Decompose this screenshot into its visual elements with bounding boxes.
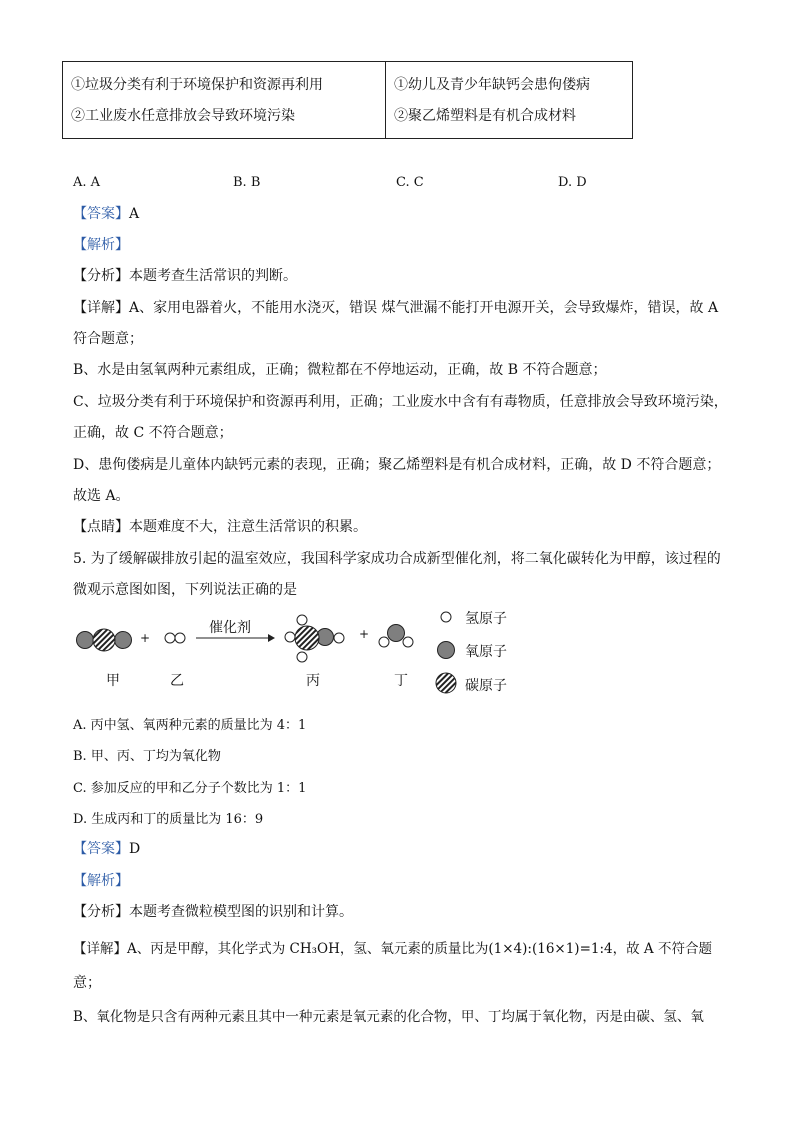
q5-analysis-line <box>73 870 129 890</box>
q4-line-select: 故选 A。 <box>73 488 130 504</box>
label-yi: 乙 <box>170 673 184 689</box>
q5-fenxi-line <box>73 901 353 921</box>
legend-oxygen-symbol <box>438 642 455 659</box>
q5-analysis-tag: 【解析】 <box>73 873 129 889</box>
analysis-tag: 【解析】 <box>73 237 129 253</box>
plus-sign-1: + <box>140 631 151 645</box>
q5-option-a: A. 丙中氢、氧两种元素的质量比为 4：1 <box>73 718 307 733</box>
molecule-ding <box>379 625 413 648</box>
label-jia: 甲 <box>106 673 120 689</box>
legend-hydrogen-label: 氢原子 <box>465 611 507 627</box>
xiangjie-tag: 【详解】 <box>73 300 129 316</box>
answer-tag: 【答案】 <box>73 206 129 222</box>
q5-xiangjie-line-1 <box>73 937 712 957</box>
label-bing: 丙 <box>306 673 320 689</box>
q5-option-c: C. 参加反应的甲和乙分子个数比为 1：1 <box>73 781 307 796</box>
q4-fenxi-line <box>73 265 297 285</box>
q4-option-c: C. C <box>396 175 424 190</box>
q4-line-b: B、水是由氢氧两种元素组成，正确；微粒都在不停地运动，正确，故 B 不符合题意； <box>73 362 607 378</box>
q4-dianjing-line <box>73 516 367 536</box>
dianjing-text: 本题难度不大，注意生活常识的积累。 <box>129 519 367 535</box>
legend <box>436 612 456 693</box>
q4-xiangjie-line-1 <box>73 297 718 317</box>
label-ding: 丁 <box>394 673 408 689</box>
plus-sign-2: + <box>359 627 370 641</box>
q4-option-d: D. D <box>558 175 587 190</box>
legend-hydrogen-symbol <box>441 612 451 622</box>
q5-fenxi-text: 本题考查微粒模型图的识别和计算。 <box>129 904 353 920</box>
q5-fenxi-tag: 【分析】 <box>73 904 129 920</box>
table-cell-left <box>63 62 386 139</box>
q4-line-d: D、患佝偻病是儿童体内缺钙元素的表现，正确；聚乙烯塑料是有机合成材料，正确，故 D 不符合题意； <box>73 457 721 473</box>
table-left-item-2: ②工业废水任意排放会导致环境污染 <box>71 108 295 124</box>
q4-line-c1: C、垃圾分类有利于环境保护和资源再利用，正确；工业废水中含有有毒物质，任意排放会导致环境污染， <box>73 394 728 410</box>
q4-answer-line <box>73 203 139 223</box>
legend-carbon-symbol <box>436 673 456 693</box>
q5-answer-tag: 【答案】 <box>73 841 129 857</box>
comparison-table <box>62 61 633 139</box>
q5-option-b: B. 甲、丙、丁均为氧化物 <box>73 749 221 764</box>
q5-answer-value: D <box>129 841 141 857</box>
q5-line-b: B、氧化物是只含有两种元素且其中一种元素是氧元素的化合物，甲、丁均属于氧化物，丙是由碳、氢、氧 <box>73 1009 704 1025</box>
q4-option-a: A. A <box>73 175 101 190</box>
xiangjie-text: A、家用电器着火，不能用水浇灭，错误 煤气泄漏不能打开电源开关，会导致爆炸，错误，故 A <box>129 300 719 316</box>
q4-analysis-line <box>73 234 129 254</box>
q5-xiangjie-tag: 【详解】 <box>73 941 127 957</box>
table-left-item-1: ①垃圾分类有利于环境保护和资源再利用 <box>71 77 323 93</box>
q4-line-c2: 正确，故 C 不符合题意； <box>73 425 233 441</box>
legend-carbon-label: 碳原子 <box>465 678 507 694</box>
table-cell-right <box>386 62 633 139</box>
answer-value: A <box>129 206 140 222</box>
legend-oxygen-label: 氧原子 <box>465 644 507 660</box>
q4-option-b: B. B <box>233 175 261 190</box>
table-right-item-2: ②聚乙烯塑料是有机合成材料 <box>394 108 576 124</box>
q5-option-d: D. 生成丙和丁的质量比为 16：9 <box>73 812 264 827</box>
fenxi-text: 本题考查生活常识的判断。 <box>129 268 297 284</box>
q4-xiangjie-line-2: 符合题意； <box>73 331 143 347</box>
table-right-item-1: ①幼儿及青少年缺钙会患佝偻病 <box>394 77 590 93</box>
q5-xiangjie-text: A、丙是甲醇，其化学式为 CH₃OH，氢、氧元素的质量比为(1×4):(16×1)=1:4，故 A 不符合题 <box>127 941 712 957</box>
q5-stem-line-2: 微观示意图如图，下列说法正确的是 <box>73 582 297 598</box>
q5-answer-line <box>73 838 140 858</box>
molecule-yi <box>165 633 185 643</box>
q5-xiangjie-line-2: 意； <box>73 975 101 991</box>
molecule-bing <box>285 615 344 662</box>
dianjing-tag: 【点睛】 <box>73 519 129 535</box>
molecule-jia <box>77 629 132 651</box>
fenxi-tag: 【分析】 <box>73 268 129 284</box>
catalyst-label: 催化剂 <box>209 620 251 636</box>
q5-stem-line-1: 5. 为了缓解碳排放引起的温室效应，我国科学家成功合成新型催化剂，将二氧化碳转化为甲醇，该过程的 <box>73 551 721 567</box>
